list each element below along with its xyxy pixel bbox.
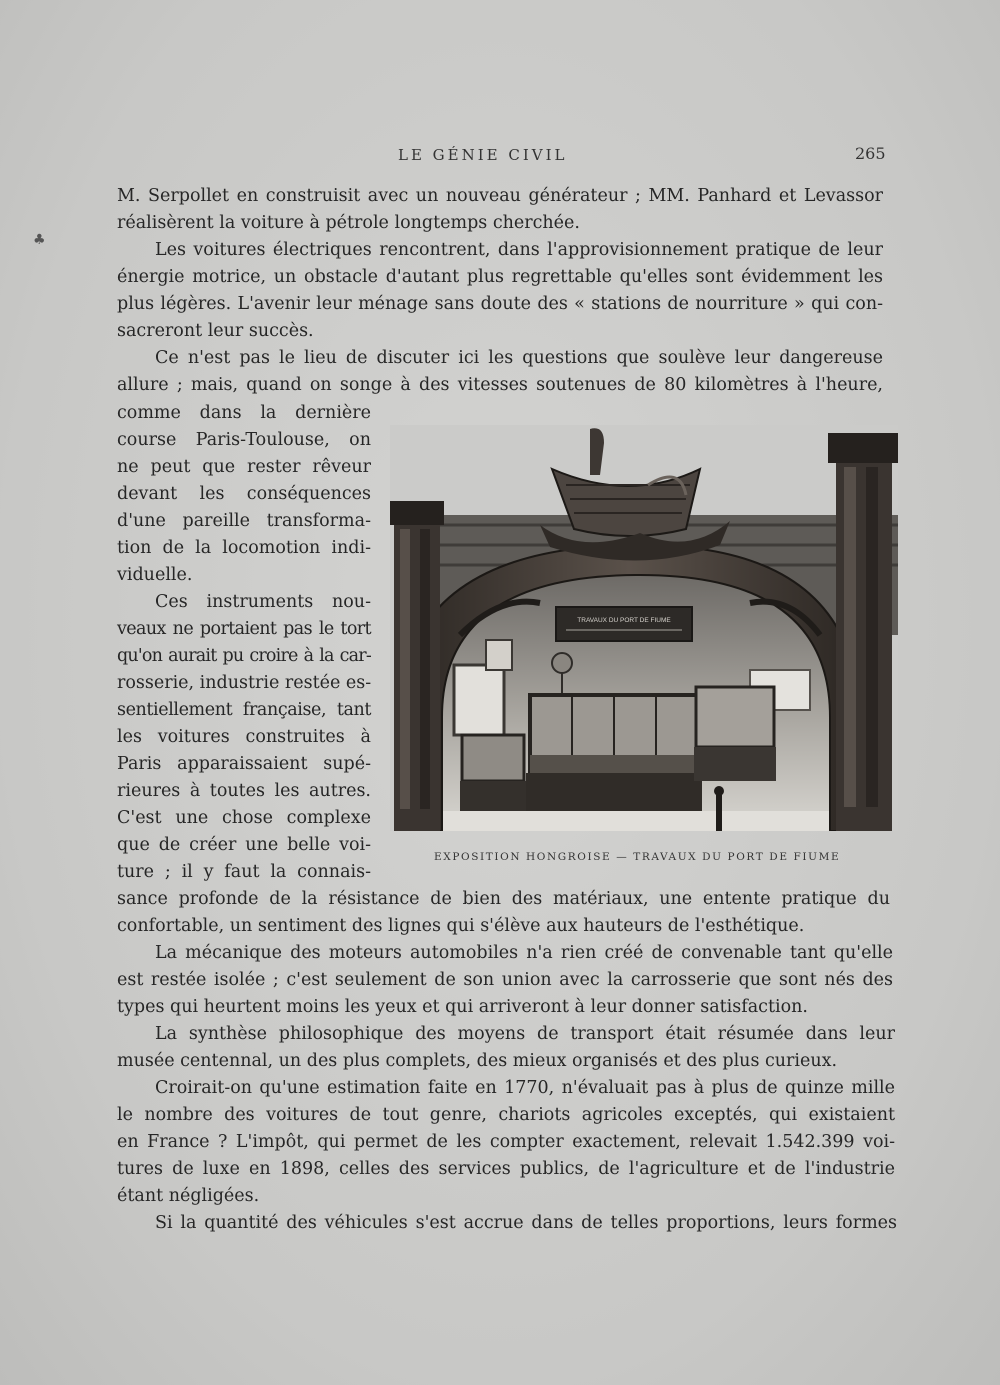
- text-line: étant négligées.: [117, 1186, 260, 1206]
- pavilion-illustration: [390, 425, 898, 831]
- text-line: Ce n'est pas le lieu de discuter ici les questions que soulève leur dangereuse: [155, 348, 883, 368]
- text-line: La mécanique des moteurs automobiles n'a rien créé de convenable tant qu'elle: [155, 943, 893, 963]
- text-line: Les voitures électriques rencontrent, dans l'approvisionnement pratique de leur: [155, 240, 883, 260]
- left-pillar: [390, 501, 444, 831]
- margin-ornament-icon: ♣: [33, 232, 46, 248]
- display-cabinet: [694, 687, 776, 781]
- text-line: d'une pareille transforma-: [117, 511, 371, 531]
- text-line: sentiellement française, tant: [117, 700, 371, 720]
- text-line: viduelle.: [117, 565, 193, 585]
- display-cabinet: [526, 695, 702, 811]
- text-line: types qui heurtent moins les yeux et qui arriveront à leur donner satisfaction.: [117, 997, 808, 1017]
- text-line: musée centennal, un des plus complets, des mieux organisés et des plus curieux.: [117, 1051, 838, 1071]
- text-line: devant les conséquences: [117, 484, 371, 504]
- text-line: C'est une chose complexe: [117, 808, 371, 828]
- text-line: est restée isolée ; c'est seulement de son union avec la carrosserie que sont nés des: [117, 970, 893, 990]
- text-line: tures de luxe en 1898, celles des services publics, de l'agriculture et de l'industrie: [117, 1159, 895, 1179]
- text-line: allure ; mais, quand on songe à des vitesses soutenues de 80 kilomètres à l'heure,: [117, 375, 883, 395]
- sign-text: TRAVAUX DU PORT DE FIUME: [577, 617, 671, 624]
- text-line: ture ; il y faut la connais-: [117, 862, 371, 882]
- globe-icon: [552, 653, 572, 673]
- exhibition-photograph: [390, 425, 898, 831]
- text-line: plus légères. L'avenir leur ménage sans doute des « stations de nourriture » qui con-: [117, 294, 883, 314]
- text-line: sacreront leur succès.: [117, 321, 314, 341]
- text-line: comme dans la dernière: [117, 403, 371, 423]
- hanging-sign: [556, 607, 692, 641]
- text-line: Paris apparaissaient supé-: [117, 754, 371, 774]
- display-cabinet: [460, 735, 526, 811]
- text-line: La synthèse philosophique des moyens de transport était résumée dans leur: [155, 1024, 895, 1044]
- text-line: les voitures construites à: [117, 727, 371, 747]
- figure-caption: EXPOSITION HONGROISE — TRAVAUX DU PORT DE FIUME: [434, 851, 841, 863]
- running-title: LE GÉNIE CIVIL: [398, 146, 568, 164]
- text-line: course Paris-Toulouse, on: [117, 430, 371, 450]
- text-line: rieures à toutes les autres.: [117, 781, 371, 801]
- text-line: le nombre des voitures de tout genre, chariots agricoles exceptés, qui existaient: [117, 1105, 895, 1125]
- text-line: rosserie, industrie restée es-: [117, 673, 372, 693]
- text-line: Croirait-on qu'une estimation faite en 1770, n'évaluait pas à plus de quinze mille: [155, 1078, 895, 1098]
- text-line: confortable, un sentiment des lignes qui s'élève aux hauteurs de l'esthétique.: [117, 916, 805, 936]
- text-line: en France ? L'impôt, qui permet de les compter exactement, relevait 1.542.399 voi-: [117, 1132, 895, 1152]
- text-line: énergie motrice, un obstacle d'autant plus regrettable qu'elles sont évidemment les: [117, 267, 883, 287]
- page-number: 265: [855, 144, 886, 163]
- text-line: réalisèrent la voiture à pétrole longtemps cherchée.: [117, 213, 580, 233]
- text-line: Si la quantité des véhicules s'est accrue dans de telles proportions, leurs formes: [155, 1213, 897, 1233]
- text-line: M. Serpollet en construisit avec un nouveau générateur ; MM. Panhard et Levassor: [117, 186, 883, 206]
- right-pillar: [828, 433, 898, 831]
- text-line: sance profonde de la résistance de bien des matériaux, une entente pratique du: [117, 889, 890, 909]
- text-line: que de créer une belle voi-: [117, 835, 371, 855]
- text-line: Ces instruments nou-: [155, 592, 371, 612]
- text-line: tion de la locomotion indi-: [117, 538, 371, 558]
- text-line: ne peut que rester rêveur: [117, 457, 371, 477]
- text-line: qu'on aurait pu croire à la car-: [117, 646, 371, 666]
- text-line: veaux ne portaient pas le tort: [117, 619, 371, 639]
